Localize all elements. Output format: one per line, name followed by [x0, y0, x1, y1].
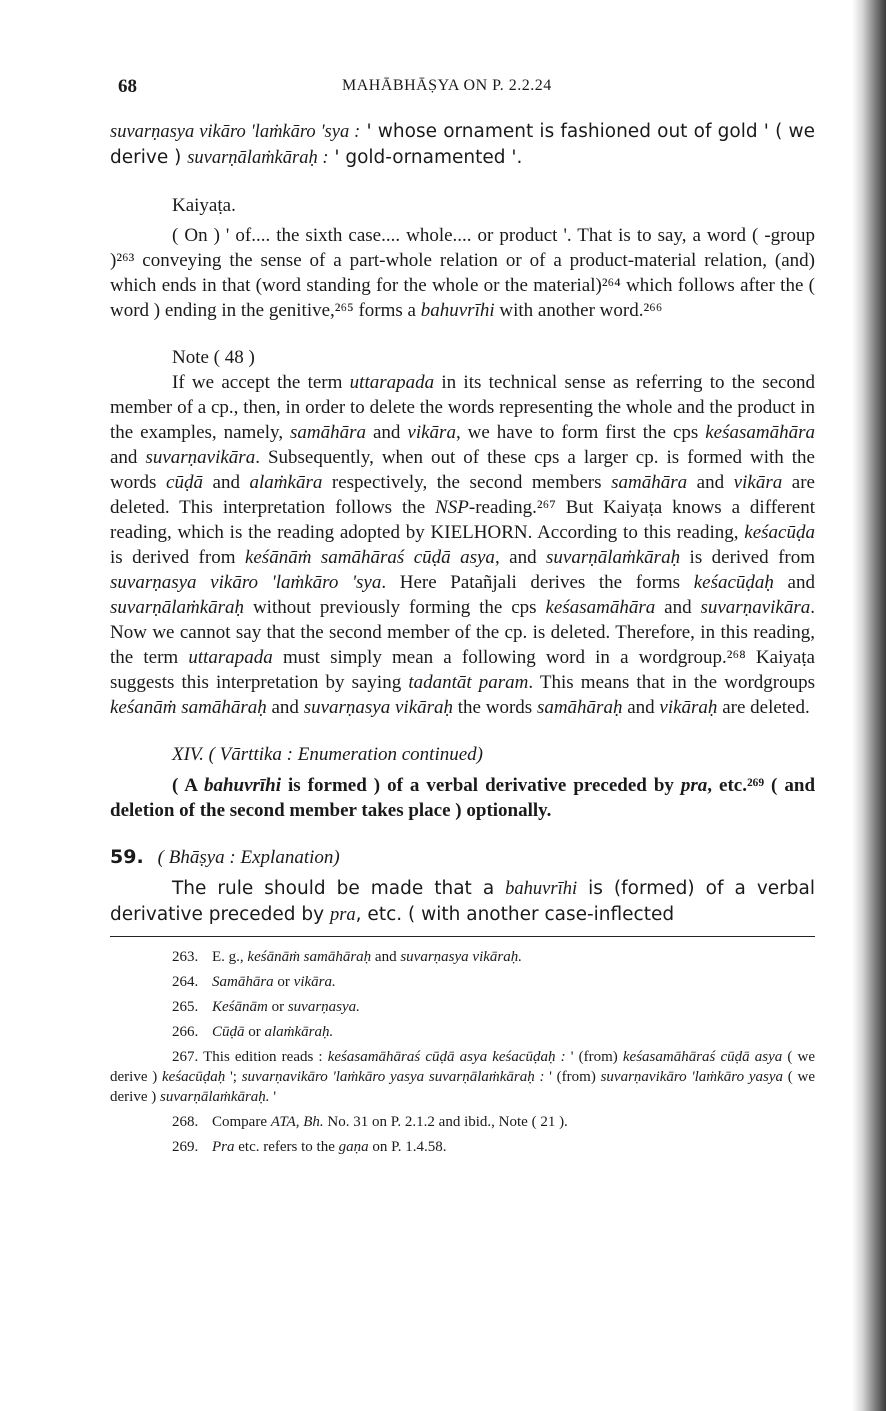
kaiyata-heading: Kaiyaṭa. — [172, 195, 236, 216]
note-segment: uttarapada — [188, 647, 273, 668]
note-segment: suvarṇasya vikāro 'laṁkāro 'sya — [110, 572, 382, 593]
note-segment: suvarṇasya vikāraḥ — [303, 697, 454, 718]
note-segment: in its technical sense as referring to the second member of a cp., then, in order to delete the words representing the whole and the product in the examples, namely, — [110, 372, 815, 443]
note-segment: suvarṇālaṁkāraḥ — [546, 547, 681, 568]
page-number: 68 — [118, 76, 137, 97]
note-segment: suvarṇālaṁkāraḥ — [110, 597, 245, 618]
note-segment: are deleted. — [717, 697, 810, 718]
note-segment: cūḍā — [166, 472, 203, 493]
note-segment: . Here Patañjali derives the forms — [381, 572, 694, 593]
note-segment: keśānāṁ samāhāraś cūḍā asya — [244, 547, 495, 568]
note-segment: . This means that in the wordgroups — [528, 672, 815, 693]
note-segment: samāhāra — [290, 422, 367, 443]
note-segment: vikāra — [407, 422, 456, 443]
note-segment: respectively, the second members — [322, 472, 612, 493]
footnote-269: 269. Pra etc. refers to the gaṇa on P. 1.4.58. — [172, 1139, 447, 1155]
note-segment: alaṁkāra — [249, 472, 323, 493]
running-head: MAHĀBHĀṢYA ON P. 2.2.24 — [342, 77, 552, 94]
note-segment: -reading.²⁶⁷ But Kaiyaṭa knows a different reading, which is the reading adopted by KIELHORN. According to this reading, — [110, 497, 815, 543]
note-segment: keśacūḍa — [744, 522, 815, 543]
note-segment: the words — [453, 697, 537, 718]
page-binding-shadow — [852, 0, 886, 1411]
note-segment: . Subsequently, when out of these cps a larger cp. is formed with the words — [110, 447, 815, 493]
varttika-heading: XIV. ( Vārttika : Enumeration continued) — [172, 744, 483, 765]
note-segment: is derived from — [680, 547, 816, 568]
page-content — [110, 119, 815, 1162]
intro-sanskrit-2: suvarṇālaṁkāraḥ : — [187, 148, 329, 168]
footnote-266: 266. Cūḍā or alaṁkāraḥ. — [172, 1024, 334, 1040]
bhasya-heading: 59. ( Bhāṣya : Explanation) — [110, 846, 340, 868]
note-segment: and — [202, 472, 250, 493]
note-segment: keśasamāhāra — [705, 422, 816, 443]
note-segment: vikāraḥ — [659, 697, 718, 718]
note-segment: and — [110, 447, 146, 468]
note-segment: and — [687, 472, 734, 493]
page-header — [110, 76, 815, 102]
bhasya-paragraph: The rule should be made that a bahuvrīhi is (formed) of a verbal derivative preceded by pra, etc. ( with another case-inflected — [110, 878, 815, 925]
footnote-263: 263. E. g., keśānāṁ samāhāraḥ and suvarṇasya vikāraḥ. — [172, 949, 522, 965]
intro-sanskrit: suvarṇasya vikāro 'laṁkāro 'sya : — [110, 122, 361, 142]
kaiyata-paragraph: ( On ) ' of.... the sixth case.... whole.... or product '. That is to say, a word ( -group )²⁶³ conveying the sense of a part-whole relation or of a product-material relation, (and) which ends in that (word standing for the whole or the material)²⁶⁴ which follows after the ( word ) ending in the genitive,²⁶⁵ forms a bahuvrīhi with another word.²⁶⁶ — [110, 225, 815, 321]
note-segment: NSP — [435, 497, 469, 518]
note-segment: , we have to form first the cps — [455, 422, 706, 443]
note-segment: . Now we cannot say that the second member of the cp. is deleted. Therefore, in this reading, the term — [110, 597, 815, 668]
note-segment: keśacūḍaḥ — [693, 572, 774, 593]
note-segment: and — [622, 697, 660, 718]
footnote-268: 268. Compare ATA, Bh. No. 31 on P. 2.1.2 and ibid., Note ( 21 ). — [172, 1114, 568, 1130]
note-segment: tadantāt param — [408, 672, 529, 693]
note-segment: keśasamāhāra — [545, 597, 656, 618]
note-segment: samāhāra — [611, 472, 688, 493]
footnote-265: 265. Keśānām or suvarṇasya. — [172, 999, 360, 1015]
note-segment: , and — [494, 547, 547, 568]
note-paragraph — [110, 370, 815, 720]
footnotes — [110, 947, 815, 1042]
note-segment: and — [366, 422, 408, 443]
note-segment: is derived from — [110, 547, 245, 568]
note-segment: uttarapada — [349, 372, 435, 393]
note-segment: and — [655, 597, 701, 618]
note-segment: and — [773, 572, 815, 593]
note-heading: Note ( 48 ) — [172, 347, 255, 368]
note-segment: keśanāṁ samāhāraḥ — [110, 697, 267, 718]
footnote-264: 264. Samāhāra or vikāra. — [172, 974, 336, 990]
note-segment: suvarṇavikāra — [700, 597, 811, 618]
intro-paragraph: suvarṇasya vikāro 'laṁkāro 'sya : ' whose ornament is fashioned out of gold ' ( we derive ) suvarṇālaṁkāraḥ : ' gold-ornamented '. — [110, 121, 815, 168]
note-segment: and — [266, 697, 304, 718]
note-segment: If we accept the term — [172, 372, 350, 393]
section-number: 59. — [110, 846, 144, 868]
note-segment: are deleted. This interpretation follows the — [110, 472, 815, 518]
note-segment: without previously forming the cps — [244, 597, 546, 618]
varttika-text: ( A bahuvrīhi is formed ) of a verbal derivative preceded by pra, etc.²⁶⁹ ( and deletion of the second member takes place ) optionally. — [110, 775, 816, 821]
note-segment: vikāra — [733, 472, 783, 493]
footnote-267: 267. This edition reads : keśasamāhāraś cūḍā asya keśacūḍaḥ : ' (from) keśasamāhāraś cūḍā asya ( we derive ) keśacūḍaḥ '; suvarṇavikāro 'laṁkāro yasya suvarṇālaṁkāraḥ : ' (from) suvarṇavikāro 'laṁkāro yasya ( we derive ) suvarṇālaṁkāraḥ. ' — [110, 1049, 815, 1105]
note-segment: must simply mean a following word in a wordgroup.²⁶⁸ Kaiyaṭa suggests this interpretation by saying — [110, 647, 815, 693]
note-segment: samāhāraḥ — [536, 697, 623, 718]
footnote-divider — [110, 936, 815, 937]
note-segment: suvarṇavikāra — [145, 447, 256, 468]
